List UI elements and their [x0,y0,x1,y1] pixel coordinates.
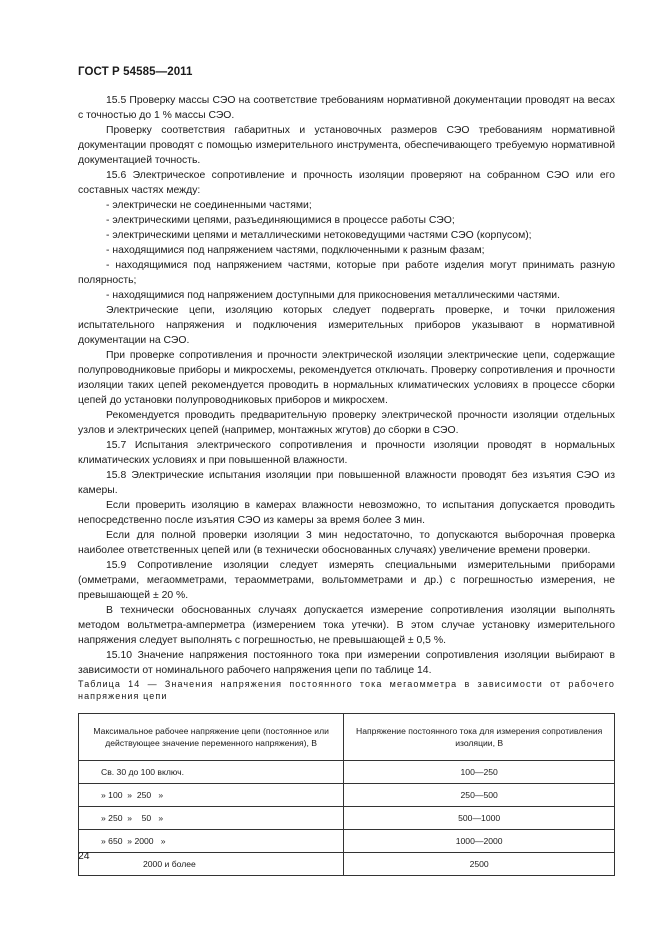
list-item: - электрическими цепями, разъединяющимися в процессе работы СЭО; [106,215,455,226]
list-item: - находящимися под напряжением доступными для прикосновения металлическими частями. [106,290,560,301]
paragraph: 15.7 Испытания электрического сопротивления и прочности изоляции проводят в нормальных климатических условиях и при повышенной влажности. [78,440,615,466]
table-row [79,853,615,876]
cell-test-voltage: 1000—2000 [344,830,615,853]
list-item: - находящимися под напряжением частями, подключенными к разным фазам; [106,245,485,256]
document-body [78,93,615,876]
cell-voltage-range: » 100 » 250 » [79,784,344,807]
page-number: 24 [78,851,90,862]
paragraph: Если проверить изоляцию в камерах влажности невозможно, то испытания допускается проводить непосредственно после изъятия СЭО из камеры за время более 3 мин. [78,500,615,526]
document-code: ГОСТ Р 54585—2011 [78,66,193,78]
cell-voltage-range: » 250 » 50 » [79,807,344,830]
table-row [79,784,615,807]
paragraph: Электрические цепи, изоляцию которых следует подвергать проверке, и точки приложения испытательного напряжения и подключения измерительных приборов указывают в нормативной документации на СЭО. [78,305,615,346]
paragraph: Если для полной проверки изоляции 3 мин недостаточно, то допускаются выборочная проверка наиболее ответственных цепей или (в технически обоснованных случаях) увеличение времени проверки. [78,530,615,556]
cell-test-voltage: 500—1000 [344,807,615,830]
cell-test-voltage: 250—500 [344,784,615,807]
list-item: - электрическими цепями и металлическими нетоковедущими частями СЭО (корпусом); [106,230,532,241]
table-row [79,807,615,830]
paragraph: При проверке сопротивления и прочности электрической изоляции электрические цепи, содержащие полупроводниковые приборы и микросхемы, рекомендуется отключать. Проверку сопротивления и прочности изоляции таких цепей рекомендуется проводить в нормальных климатических условиях в процессе сборки цепей до установки полупроводниковых приборов и микросхем. [78,350,615,406]
paragraph: В технически обоснованных случаях допускается измерение сопротивления изоляции выполнять методом вольтметра-амперметра (измерением тока утечки). В этом случае установку измерительного напряжения следует выполнять с погрешностью, не превышающей ± 0,5 %. [78,605,615,646]
cell-test-voltage: 2500 [344,853,615,876]
paragraph: Рекомендуется проводить предварительную проверку электрической прочности изоляции отдельных узлов и электрических цепей (например, монтажных жгутов) до сборки в СЭО. [78,410,615,436]
cell-test-voltage: 100—250 [344,761,615,784]
voltage-table [78,713,615,876]
cell-voltage-range: 2000 и более [79,853,344,876]
paragraph: Проверку соответствия габаритных и установочных размеров СЭО требованиям нормативной документации проводят с помощью измерительного инструмента, обеспечивающего требуемую нормативной документацией точность. [78,125,615,166]
cell-voltage-range: » 650 » 2000 » [79,830,344,853]
list-item: - электрически не соединенными частями; [106,200,312,211]
paragraph: 15.9 Сопротивление изоляции следует измерять специальными измерительными приборами (омметрами, мегаомметрами, тераомметрами, вольтомметрами и др.) с погрешностью измерения, не превышающей ± 20 %. [78,560,615,601]
cell-voltage-range: Св. 30 до 100 включ. [79,761,344,784]
column-header-test-voltage: Напряжение постоянного тока для измерения сопротивления изоляции, В [344,714,615,761]
paragraph: 15.6 Электрическое сопротивление и прочность изоляции проверяют на собранном СЭО или его составных частях между: [78,170,615,196]
list-item: - находящимися под напряжением частями, которые при работе изделия могут принимать разную полярность; [78,260,615,286]
table-caption: Таблица 14 — Значения напряжения постоянного тока мегаомметра в зависимости от рабочего напряжения цепи [78,679,615,701]
column-header-max-voltage: Максимальное рабочее напряжение цепи (постоянное или действующее значение переменного напряжения), В [79,714,344,761]
table-row [79,761,615,784]
paragraph: 15.5 Проверку массы СЭО на соответствие требованиям нормативной документации проводят на весах с точностью до 1 % массы СЭО. [78,95,615,121]
paragraph: 15.10 Значение напряжения постоянного тока при измерении сопротивления изоляции выбирают в зависимости от номинального рабочего напряжения цепи по таблице 14. [78,650,615,676]
table-header-row [79,714,615,761]
table-row [79,830,615,853]
paragraph: 15.8 Электрические испытания изоляции при повышенной влажности проводят без изъятия СЭО из камеры. [78,470,615,496]
